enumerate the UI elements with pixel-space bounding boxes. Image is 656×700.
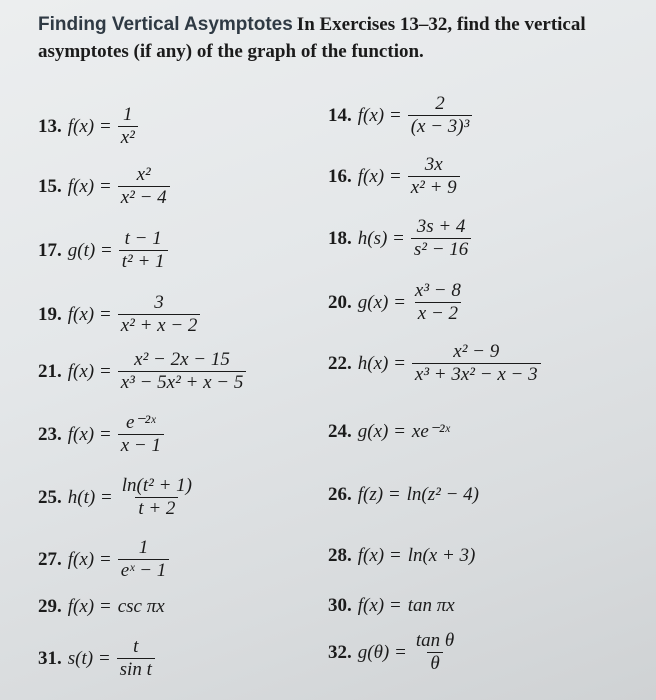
exercise-number: 17. (38, 239, 62, 261)
exercise-23 (38, 413, 164, 456)
numerator: tan θ (415, 630, 455, 651)
exercise-15 (38, 165, 170, 208)
numerator: x² (136, 164, 151, 185)
denominator: x³ − 5x² + x − 5 (118, 371, 247, 393)
fraction (413, 631, 457, 674)
function-rhs: csc πx (117, 596, 165, 617)
exercise-number: 31. (38, 647, 62, 669)
fraction (408, 94, 473, 137)
fraction (119, 476, 195, 519)
numerator: x² − 9 (453, 341, 500, 362)
denominator: θ (427, 652, 442, 674)
exercise-20 (328, 281, 464, 324)
function-lhs: f(x) = (357, 165, 402, 187)
fraction (412, 342, 541, 385)
function-rhs: ln(z² − 4) (406, 484, 480, 505)
denominator: x² + 9 (408, 176, 460, 198)
fraction (118, 350, 247, 393)
exercise-29 (38, 596, 165, 618)
function-lhs: g(x) = (357, 291, 406, 313)
exercise-21 (38, 350, 246, 393)
exercise-number: 26. (328, 484, 352, 505)
fraction (118, 538, 170, 581)
function-lhs: g(θ) = (357, 641, 407, 663)
function-lhs: g(x) = (357, 420, 406, 442)
numerator: e⁻²ˣ (126, 412, 156, 433)
exercise-16 (328, 155, 460, 198)
function-lhs: g(t) = (67, 239, 113, 261)
fraction (412, 281, 464, 324)
function-lhs: h(t) = (67, 486, 113, 508)
exercise-number: 23. (38, 423, 62, 445)
denominator: x − 1 (118, 434, 164, 456)
fraction (117, 637, 155, 680)
function-lhs: f(x) = (357, 104, 402, 126)
exercise-28 (328, 545, 475, 567)
exercise-number: 25. (38, 486, 62, 508)
numerator: 1 (123, 104, 133, 125)
exercise-number: 19. (38, 303, 62, 325)
denominator: x² (118, 126, 138, 148)
exercise-number: 13. (38, 115, 62, 137)
fraction (118, 105, 138, 148)
exercise-number: 27. (38, 548, 62, 570)
function-rhs: xe⁻²ˣ (411, 421, 450, 442)
denominator: (x − 3)³ (408, 115, 473, 137)
function-lhs: s(t) = (67, 647, 111, 669)
function-lhs: f(x) = (67, 115, 112, 137)
exercise-24 (328, 420, 450, 443)
exercise-14 (328, 94, 472, 137)
denominator: x − 2 (415, 302, 461, 324)
function-lhs: f(x) = (67, 303, 112, 325)
exercise-number: 20. (328, 291, 352, 313)
function-lhs: f(z) = (357, 484, 401, 505)
numerator: 2 (435, 93, 445, 114)
numerator: ln(t² + 1) (121, 475, 192, 496)
fraction (118, 293, 201, 336)
exercise-25 (38, 476, 195, 519)
numerator: 3x (424, 154, 443, 175)
numerator: x³ − 8 (414, 280, 461, 301)
instructions: In Exercises 13–32, find the vertical asymptotes (if any) of the graph of the function. (38, 14, 586, 62)
exercise-number: 15. (38, 175, 62, 197)
exercise-number: 21. (38, 360, 62, 382)
exercise-number: 29. (38, 596, 62, 617)
denominator: t² + 1 (119, 250, 168, 272)
numerator: 3 (154, 292, 164, 313)
numerator: 3s + 4 (416, 216, 466, 237)
function-lhs: f(x) = (357, 595, 402, 616)
denominator: s² − 16 (411, 238, 471, 260)
exercise-number: 18. (328, 227, 352, 249)
fraction (118, 413, 164, 456)
function-lhs: f(x) = (357, 545, 402, 566)
fraction (118, 165, 170, 208)
numerator: t − 1 (124, 228, 162, 249)
denominator: x² + x − 2 (118, 314, 201, 336)
exercise-number: 30. (328, 595, 352, 616)
function-lhs: h(x) = (357, 352, 406, 374)
denominator: t + 2 (135, 497, 178, 519)
exercise-19 (38, 293, 200, 336)
function-rhs: ln(x + 3) (407, 545, 476, 566)
fraction (408, 155, 460, 198)
denominator: eˣ − 1 (118, 559, 170, 581)
function-lhs: h(s) = (357, 227, 405, 249)
function-lhs: f(x) = (67, 596, 112, 617)
function-lhs: f(x) = (67, 423, 112, 445)
exercise-header (38, 12, 638, 66)
denominator: sin t (117, 658, 155, 680)
denominator: x³ + 3x² − x − 3 (412, 363, 541, 385)
exercise-number: 28. (328, 545, 352, 566)
exercise-27 (38, 538, 169, 581)
numerator: t (133, 636, 139, 657)
exercise-number: 24. (328, 420, 352, 442)
exercise-32 (328, 631, 457, 674)
function-lhs: f(x) = (67, 175, 112, 197)
exercise-26 (328, 484, 479, 506)
numerator: 1 (138, 537, 149, 558)
exercise-number: 16. (328, 165, 352, 187)
section-title: Finding Vertical Asymptotes (38, 14, 293, 35)
exercise-number: 14. (328, 104, 352, 126)
fraction (411, 217, 471, 260)
function-lhs: f(x) = (67, 548, 112, 570)
exercise-13 (38, 105, 138, 148)
denominator: x² − 4 (118, 186, 170, 208)
numerator: x² − 2x − 15 (134, 349, 230, 370)
function-rhs: tan πx (407, 595, 455, 616)
exercise-number: 22. (328, 352, 352, 374)
fraction (119, 229, 168, 272)
exercise-17 (38, 229, 168, 272)
exercise-30 (328, 595, 455, 617)
function-lhs: f(x) = (67, 360, 112, 382)
exercise-18 (328, 217, 471, 260)
exercise-22 (328, 342, 541, 385)
exercise-31 (38, 637, 155, 680)
exercise-number: 32. (328, 641, 352, 663)
